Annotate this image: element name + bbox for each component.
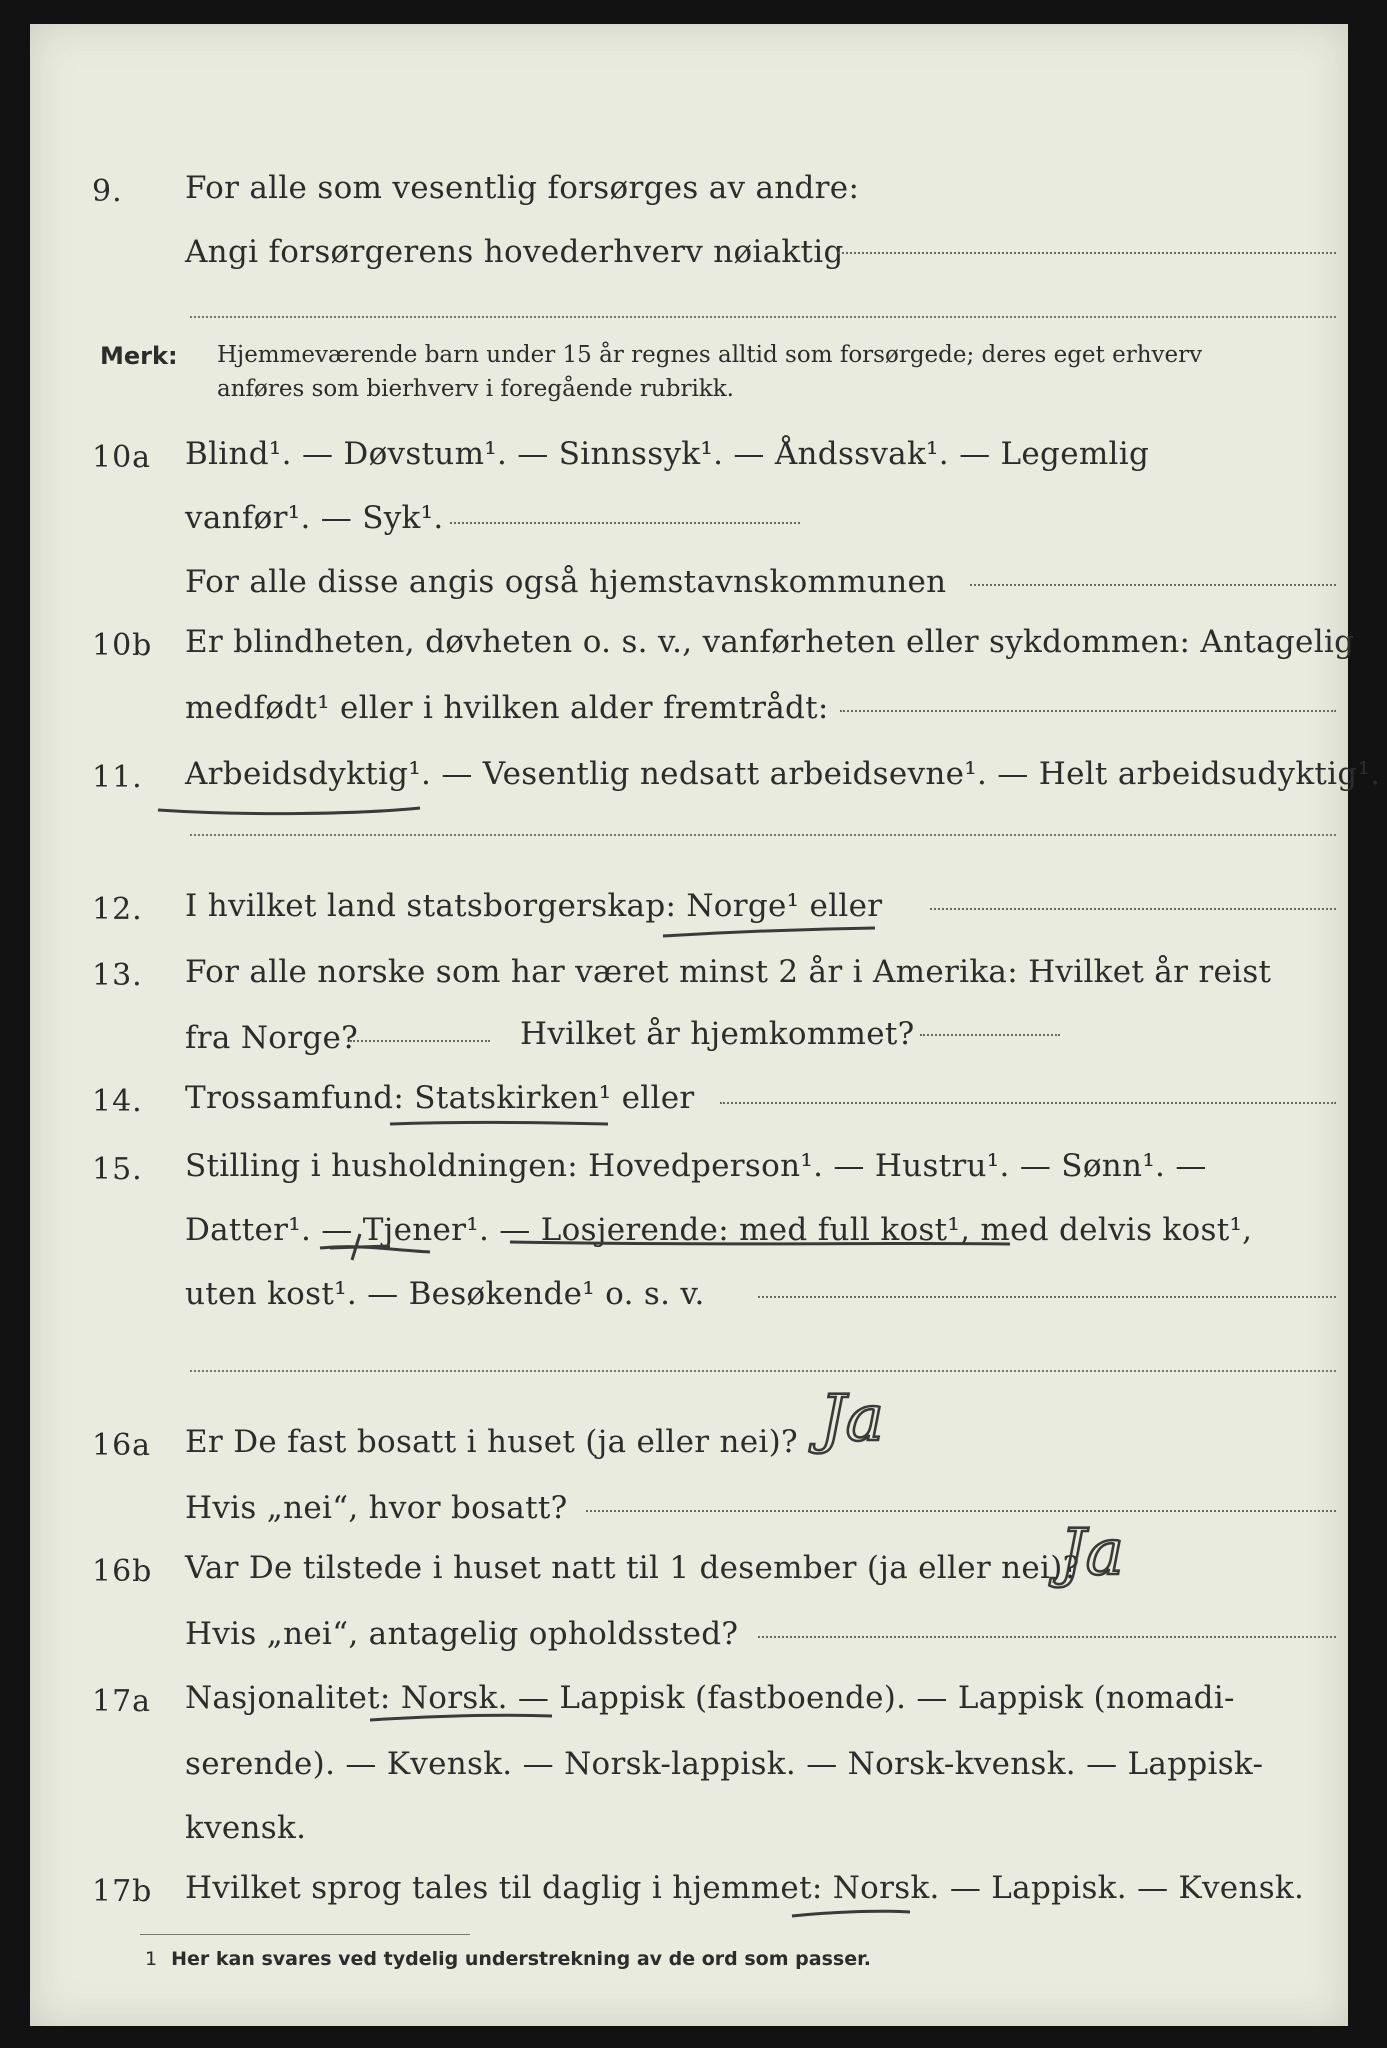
answer-line[interactable] — [930, 908, 1336, 910]
footnote-divider — [140, 1934, 470, 1935]
question-text: For alle norske som har været minst 2 år i Amerika: Hvilket år reist — [185, 954, 1272, 990]
question-text: Hvis „nei“, hvor bosatt? — [185, 1490, 568, 1526]
question-text: medfødt¹ eller i hvilken alder fremtrådt: — [185, 690, 829, 726]
answer-line[interactable] — [350, 1040, 490, 1042]
underline-arbeidsdyktig — [158, 808, 420, 814]
answer-line[interactable] — [190, 834, 1336, 836]
answer-line[interactable] — [758, 1636, 1336, 1638]
question-number: 10b — [92, 628, 153, 663]
question-text: Er blindheten, døvheten o. s. v., vanførheten eller sykdommen: Antagelig — [185, 624, 1355, 660]
footnote — [145, 1948, 871, 1970]
question-text: For alle som vesentlig forsørges av andre: — [185, 170, 860, 206]
question-number: 13. — [92, 958, 143, 993]
question-text: serende). — Kvensk. — Norsk-lappisk. — Norsk-kvensk. — Lappisk- — [185, 1746, 1264, 1782]
question-number: 16a — [92, 1428, 152, 1463]
answer-line[interactable] — [190, 316, 1336, 318]
answer-line[interactable] — [758, 1296, 1336, 1298]
question-text: Arbeidsdyktig¹. — Vesentlig nedsatt arbeidsevne¹. — Helt arbeidsudyktig¹. — [185, 756, 1381, 792]
question-number: 17b — [92, 1874, 153, 1909]
underline-statskirken — [390, 1123, 608, 1125]
answer-line[interactable] — [450, 522, 800, 524]
answer-line[interactable] — [840, 710, 1336, 712]
question-number: 15. — [92, 1152, 143, 1187]
census-form-page — [30, 24, 1381, 2026]
question-text: Hvilket år hjemkommet? — [520, 1016, 915, 1052]
question-number: 16b — [92, 1554, 153, 1589]
question-text: uten kost¹. — Besøkende¹ o. s. v. — [185, 1276, 705, 1312]
question-number: 14. — [92, 1084, 143, 1119]
question-text: For alle disse angis også hjemstavnskommunen — [185, 564, 947, 600]
underline-norge — [663, 928, 875, 936]
answer-line[interactable] — [190, 1370, 1336, 1372]
note-text: Hjemmeværende barn under 15 år regnes alltid som forsørgede; deres eget erhverv — [217, 342, 1203, 368]
footnote-mark: 1 — [145, 1948, 158, 1970]
question-number: 10a — [92, 440, 152, 475]
underline-norsk-17b — [792, 1911, 910, 1916]
question-number: 17a — [92, 1684, 152, 1719]
question-text: Blind¹. — Døvstum¹. — Sinnssyk¹. — Åndssvak¹. — Legemlig — [185, 436, 1150, 472]
question-text: Angi forsørgerens hovederhverv nøiaktig — [185, 234, 844, 270]
question-text: Nasjonalitet: Norsk. — Lappisk (fastboende). — Lappisk (nomadi- — [185, 1680, 1235, 1716]
question-text: Er De fast bosatt i huset (ja eller nei)? — [185, 1424, 798, 1460]
answer-line[interactable] — [586, 1510, 1336, 1512]
question-text: Datter¹. — Tjener¹. — Losjerende: med full kost¹, med delvis kost¹, — [185, 1212, 1253, 1248]
question-text: Trossamfund: Statskirken¹ eller — [185, 1080, 695, 1116]
answer-line[interactable] — [838, 252, 1336, 254]
question-number: 9. — [92, 174, 123, 209]
question-text: I hvilket land statsborgerskap: Norge¹ eller — [185, 888, 883, 924]
footnote-text: Her kan svares ved tydelig understrekning av de ord som passer. — [171, 1948, 871, 1970]
handwritten-answer-16a: Ja — [820, 1382, 884, 1456]
question-text: Stilling i husholdningen: Hovedperson¹. — Hustru¹. — Sønn¹. — — [185, 1148, 1207, 1184]
question-text: Hvis „nei“, antagelig opholdssted? — [185, 1616, 739, 1652]
answer-line[interactable] — [970, 584, 1336, 586]
question-number: 11. — [92, 760, 143, 795]
question-number: 12. — [92, 892, 143, 927]
question-text: fra Norge? — [185, 1020, 359, 1056]
question-text: Hvilket sprog tales til daglig i hjemmet: Norsk. — Lappisk. — Kvensk. — [185, 1870, 1305, 1906]
answer-line[interactable] — [920, 1034, 1060, 1036]
answer-line[interactable] — [720, 1102, 1336, 1104]
question-text: kvensk. — [185, 1810, 307, 1846]
note-label: Merk: — [100, 342, 178, 370]
handwritten-answer-16b: Ja — [1060, 1516, 1124, 1590]
question-text: Var De tilstede i huset natt til 1 desember (ja eller nei)? — [185, 1550, 1080, 1586]
note-text: anføres som bierhverv i foregående rubrikk. — [217, 376, 734, 402]
question-text: vanfør¹. — Syk¹. — [185, 500, 444, 536]
